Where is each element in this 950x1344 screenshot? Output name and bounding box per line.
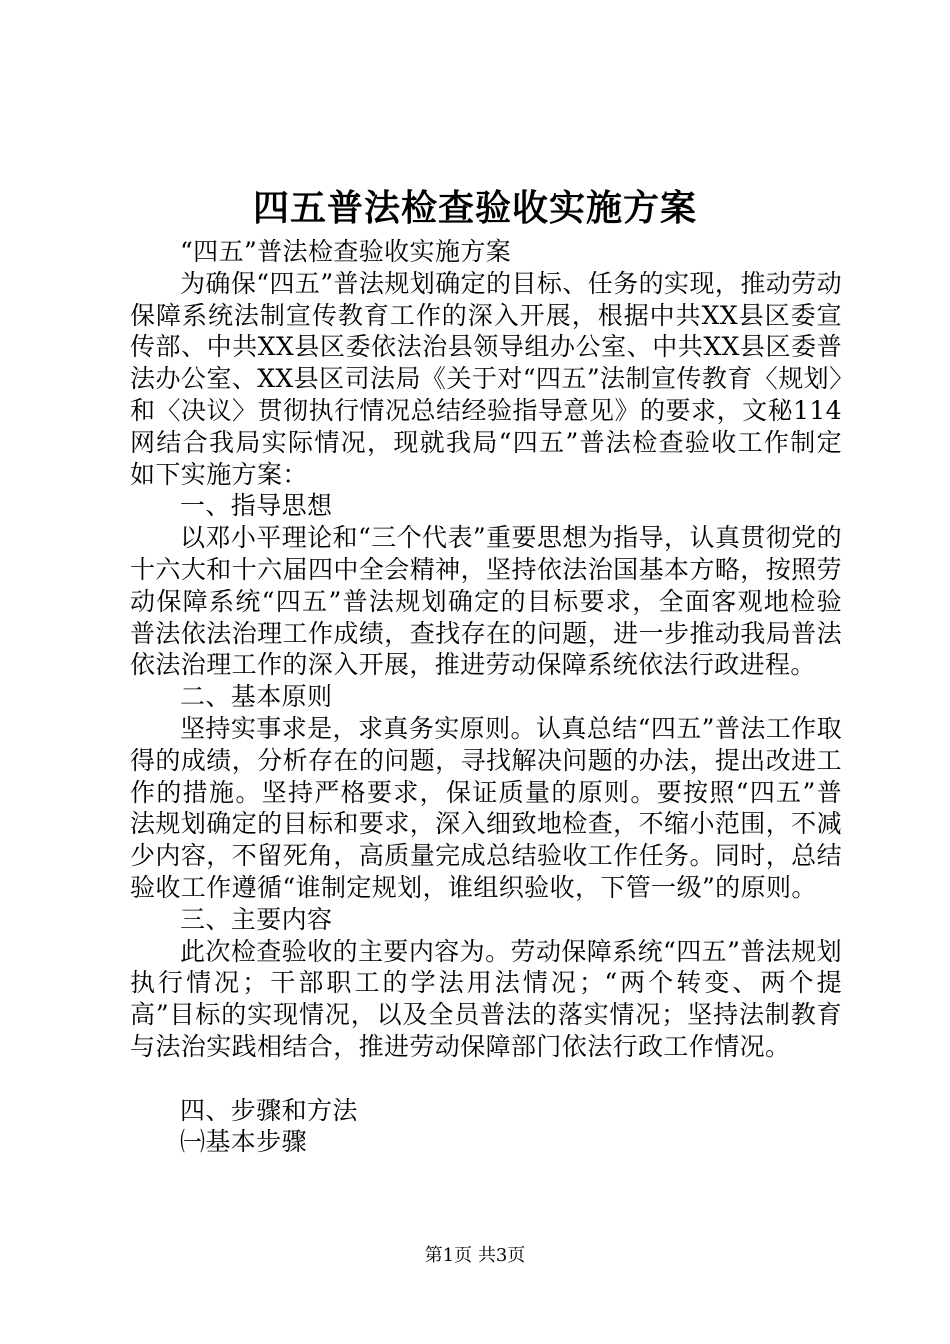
paragraph-intro: 为确保“四五”普法规划确定的目标、任务的实现，推动劳动保障系统法制宣传教育工作的深入开展，根据中共XX县区委宣传部、中共XX县区委依法治县领导组办公室、中共XX县区委普法办公室、XX县区司法局《关于对“四五”法制宣传教育〈规划〉和〈决议〉贯彻执行情况总结经验指导意见》的要求，文秘114网结合我局实际情况，现就我局“四五”普法检查验收工作制定如下实施方案： [130,268,842,489]
paragraph-spacer [130,1063,842,1095]
paragraph-guiding-ideology: 以邓小平理论和“三个代表”重要思想为指导，认真贯彻党的十六大和十六届四中全会精神，坚持依法治国基本方略，按照劳动保障系统“四五”普法规划确定的目标要求，全面客观地检验普法依法治理工作成绩，查找存在的问题，进一步推动我局普法依法治理工作的深入开展，推进劳动保障系统依法行政进程。 [130,523,842,680]
heading-basic-principles: 二、基本原则 [180,682,333,712]
document-subtitle: “四五”普法检查验收实施方案 [180,237,512,266]
paragraph-main-content: 此次检查验收的主要内容为。劳动保障系统“四五”普法规划执行情况；干部职工的学法用法情况；“两个转变、两个提高”目标的实现情况，以及全员普法的落实情况；坚持法制教育与法治实践相结合，推进劳动保障部门依法行政工作情况。 [130,936,842,1061]
heading-guiding-ideology: 一、指导思想 [180,491,333,521]
document-title: 四五普法检查验收实施方案 [252,187,697,229]
paragraph-basic-principles: 坚持实事求是，求真务实原则。认真总结“四五”普法工作取得的成绩，分析存在的问题，寻找解决问题的办法，提出改进工作的措施。坚持严格要求，保证质量的原则。要按照“四五”普法规划确定的目标和要求，深入细致地检查，不缩小范围，不减少内容，不留死角，高质量完成总结验收工作任务。同时，总结验收工作遵循“谁制定规划，谁组织验收，下管一级”的原则。 [130,713,842,902]
subheading-basic-steps: ㈠基本步骤 [180,1127,308,1157]
heading-steps-methods: 四、步骤和方法 [180,1095,358,1125]
heading-main-content: 三、主要内容 [180,904,333,934]
document-body [130,236,842,1158]
page-footer: 第1页 共3页 [424,1245,526,1266]
